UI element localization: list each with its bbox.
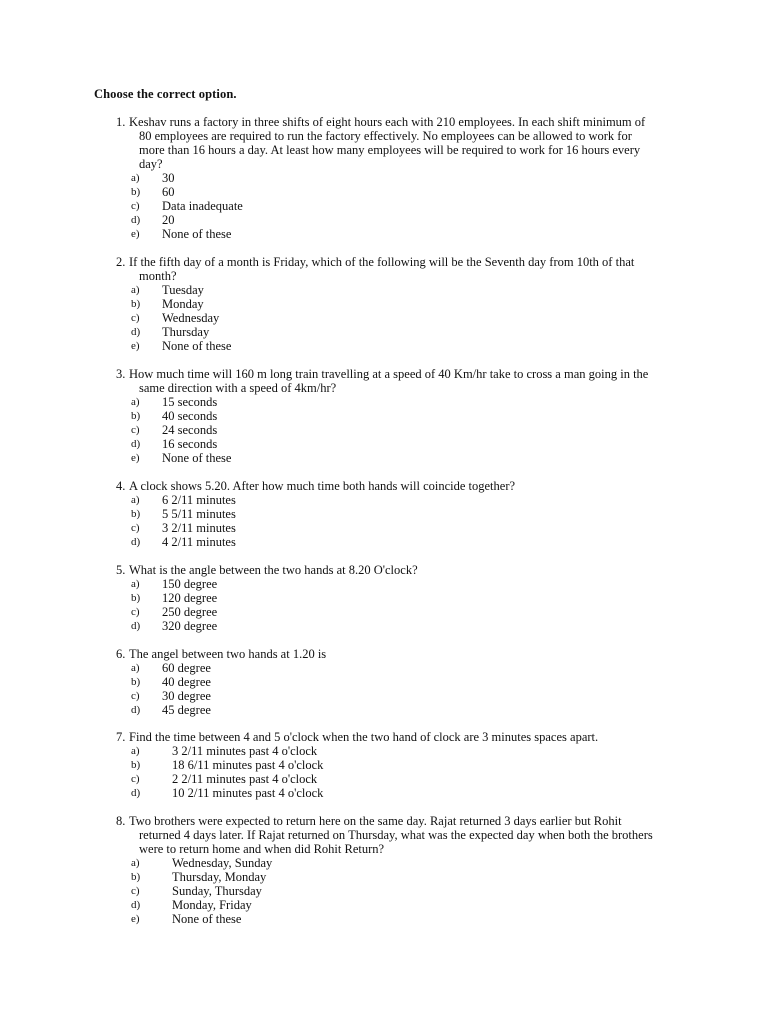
answer-option (0, 689, 768, 703)
answer-option (0, 661, 768, 675)
page-heading: Choose the correct option. (94, 87, 237, 101)
option-text: Tuesday (162, 283, 204, 297)
question-text: If the fifth day of a month is Friday, which of the following will be the Seventh day from 10th of that (129, 255, 635, 269)
question-line (0, 647, 768, 661)
answer-option (0, 311, 768, 325)
option-letter: a) (131, 494, 140, 506)
question-1 (0, 115, 768, 241)
answer-option (0, 619, 768, 633)
option-text: 6 2/11 minutes (162, 493, 236, 507)
answer-option (0, 591, 768, 605)
option-text: 320 degree (162, 619, 218, 633)
answer-option (0, 507, 768, 521)
option-text: 20 (162, 213, 175, 227)
answer-option (0, 605, 768, 619)
question-line (0, 367, 768, 381)
option-letter: c) (131, 522, 140, 534)
option-text: 30 (162, 171, 175, 185)
option-letter: a) (131, 745, 140, 757)
answer-option (0, 521, 768, 535)
question-line (0, 129, 768, 143)
answer-option (0, 577, 768, 591)
option-text: None of these (162, 227, 232, 241)
option-letter: c) (131, 200, 140, 212)
question-number: 4. (116, 479, 126, 493)
option-text: Wednesday, Sunday (172, 856, 273, 870)
question-text: Find the time between 4 and 5 o'clock when the two hand of clock are 3 minutes spaces apart. (129, 730, 599, 744)
option-text: None of these (162, 339, 232, 353)
question-line (0, 828, 768, 842)
answer-option (0, 493, 768, 507)
question-text: Two brothers were expected to return here on the same day. Rajat returned 3 days earlier but Rohit (129, 814, 622, 828)
answer-option (0, 185, 768, 199)
option-text: 150 degree (162, 577, 218, 591)
answer-option (0, 199, 768, 213)
option-text: 60 (162, 185, 175, 199)
answer-option (0, 535, 768, 549)
option-letter: d) (131, 899, 141, 911)
option-text: 60 degree (162, 661, 211, 675)
answer-option (0, 339, 768, 353)
option-letter: c) (131, 773, 140, 785)
answer-option (0, 395, 768, 409)
answer-option (0, 283, 768, 297)
question-text: 80 employees are required to run the factory effectively. No employees can be allowed to work for (139, 129, 632, 143)
option-letter: b) (131, 871, 141, 883)
option-letter: c) (131, 424, 140, 436)
option-letter: d) (131, 438, 141, 450)
question-text: were to return home and when did Rohit Return? (139, 842, 385, 856)
option-letter: b) (131, 676, 141, 688)
question-line (0, 255, 768, 269)
option-letter: e) (131, 452, 140, 464)
question-text: Keshav runs a factory in three shifts of eight hours each with 210 employees. In each shift minimum of (129, 115, 646, 129)
question-text: month? (139, 269, 177, 283)
option-letter: a) (131, 172, 140, 184)
answer-option (0, 744, 768, 758)
option-text: Sunday, Thursday (172, 884, 262, 898)
option-text: 45 degree (162, 703, 211, 717)
question-text: same direction with a speed of 4km/hr? (139, 381, 337, 395)
answer-option (0, 675, 768, 689)
question-text: more than 16 hours a day. At least how many employees will be required to work for 16 hours every (139, 143, 641, 157)
question-5 (0, 563, 768, 633)
option-letter: d) (131, 787, 141, 799)
answer-option (0, 912, 768, 926)
option-letter: b) (131, 298, 141, 310)
option-text: 5 5/11 minutes (162, 507, 236, 521)
question-line (0, 381, 768, 395)
question-7 (0, 730, 768, 800)
option-text: 18 6/11 minutes past 4 o'clock (172, 758, 324, 772)
option-letter: e) (131, 340, 140, 352)
option-letter: a) (131, 396, 140, 408)
option-letter: b) (131, 410, 141, 422)
answer-option (0, 870, 768, 884)
option-text: None of these (172, 912, 242, 926)
answer-option (0, 703, 768, 717)
option-letter: c) (131, 312, 140, 324)
option-text: 2 2/11 minutes past 4 o'clock (172, 772, 318, 786)
question-line (0, 269, 768, 283)
option-text: 15 seconds (162, 395, 218, 409)
question-line (0, 143, 768, 157)
option-text: 40 seconds (162, 409, 218, 423)
option-text: Thursday (162, 325, 210, 339)
option-letter: d) (131, 704, 141, 716)
answer-option (0, 423, 768, 437)
question-number: 1. (116, 115, 126, 129)
question-number: 7. (116, 730, 126, 744)
option-text: Monday (162, 297, 204, 311)
question-text: A clock shows 5.20. After how much time both hands will coincide together? (129, 479, 516, 493)
answer-option (0, 884, 768, 898)
option-letter: b) (131, 186, 141, 198)
option-letter: b) (131, 759, 141, 771)
question-line (0, 730, 768, 744)
question-text: returned 4 days later. If Rajat returned on Thursday, what was the expected day when both the brothers (139, 828, 653, 842)
option-letter: e) (131, 913, 140, 925)
option-text: 120 degree (162, 591, 218, 605)
question-line (0, 842, 768, 856)
question-8 (0, 814, 768, 926)
answer-option (0, 227, 768, 241)
question-line (0, 814, 768, 828)
question-3 (0, 367, 768, 465)
question-4 (0, 479, 768, 549)
question-number: 6. (116, 647, 126, 661)
option-letter: d) (131, 620, 141, 632)
option-text: 30 degree (162, 689, 211, 703)
option-letter: c) (131, 885, 140, 897)
option-text: Monday, Friday (172, 898, 252, 912)
option-text: 250 degree (162, 605, 218, 619)
question-text: The angel between two hands at 1.20 is (129, 647, 327, 661)
question-line (0, 157, 768, 171)
option-text: 16 seconds (162, 437, 218, 451)
question-number: 8. (116, 814, 126, 828)
question-line (0, 115, 768, 129)
answer-option (0, 786, 768, 800)
option-letter: c) (131, 690, 140, 702)
question-number: 2. (116, 255, 126, 269)
option-text: 3 2/11 minutes past 4 o'clock (172, 744, 318, 758)
option-letter: e) (131, 228, 140, 240)
option-text: 24 seconds (162, 423, 218, 437)
question-2 (0, 255, 768, 353)
option-text: Thursday, Monday (172, 870, 267, 884)
option-letter: a) (131, 578, 140, 590)
question-text: day? (139, 157, 163, 171)
option-letter: a) (131, 284, 140, 296)
answer-option (0, 409, 768, 423)
answer-option (0, 856, 768, 870)
answer-option (0, 758, 768, 772)
option-text: 40 degree (162, 675, 211, 689)
answer-option (0, 171, 768, 185)
option-letter: d) (131, 536, 141, 548)
option-letter: d) (131, 214, 141, 226)
option-text: 4 2/11 minutes (162, 535, 236, 549)
answer-option (0, 325, 768, 339)
question-number: 3. (116, 367, 126, 381)
option-letter: d) (131, 326, 141, 338)
question-number: 5. (116, 563, 126, 577)
question-line (0, 479, 768, 493)
option-text: 3 2/11 minutes (162, 521, 236, 535)
option-letter: a) (131, 662, 140, 674)
option-letter: b) (131, 508, 141, 520)
option-text: Data inadequate (162, 199, 243, 213)
answer-option (0, 297, 768, 311)
answer-option (0, 451, 768, 465)
option-text: Wednesday (162, 311, 220, 325)
question-text: What is the angle between the two hands at 8.20 O'clock? (129, 563, 418, 577)
answer-option (0, 898, 768, 912)
question-6 (0, 647, 768, 717)
question-line (0, 563, 768, 577)
option-letter: b) (131, 592, 141, 604)
question-text: How much time will 160 m long train travelling at a speed of 40 Km/hr take to cross a man going in the (129, 367, 649, 381)
option-text: 10 2/11 minutes past 4 o'clock (172, 786, 324, 800)
option-letter: c) (131, 606, 140, 618)
option-text: None of these (162, 451, 232, 465)
answer-option (0, 772, 768, 786)
answer-option (0, 437, 768, 451)
answer-option (0, 213, 768, 227)
option-letter: a) (131, 857, 140, 869)
